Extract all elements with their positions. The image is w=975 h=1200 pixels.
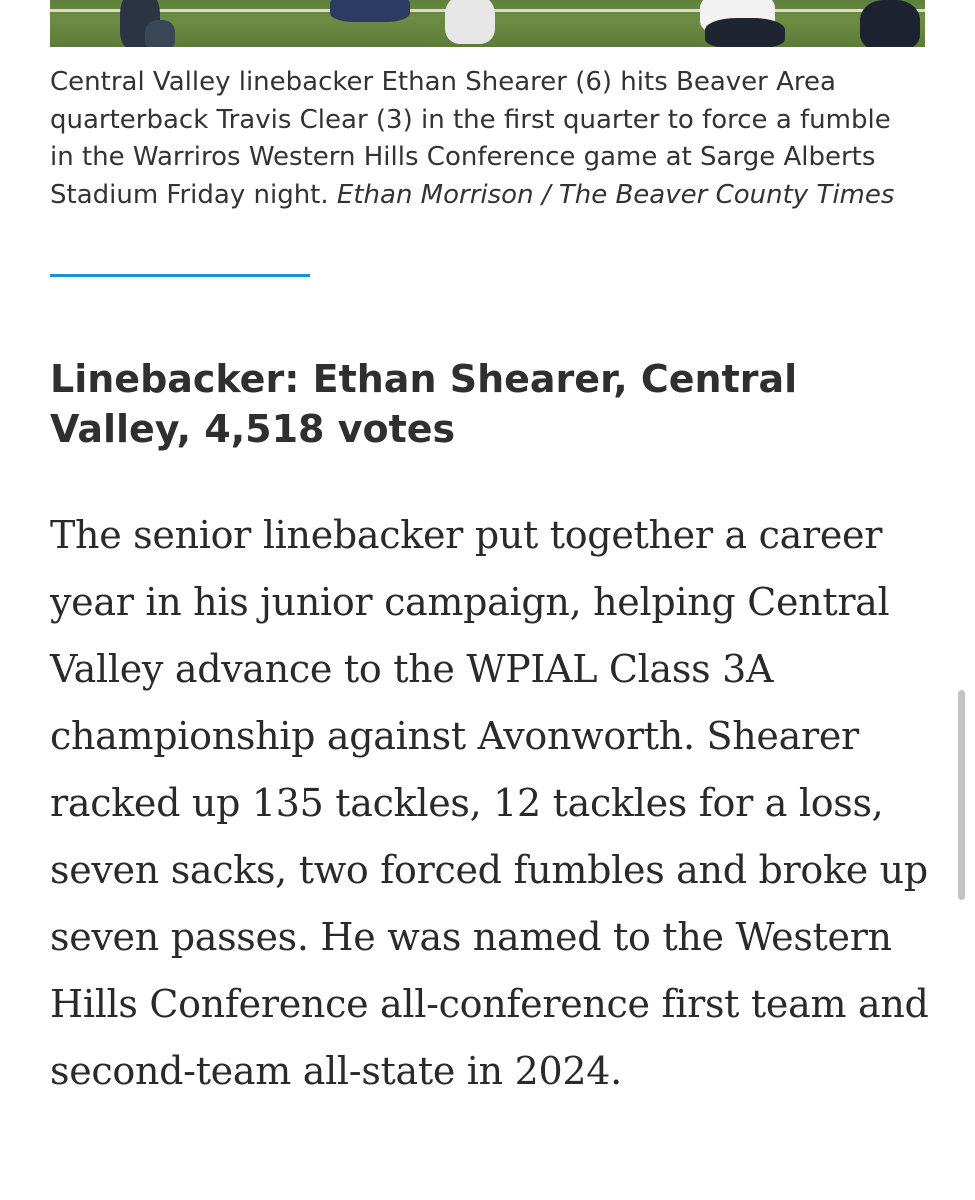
- section-headline: Linebacker: Ethan Shearer, Central Valley, 4,518 votes: [50, 357, 798, 451]
- player-figure: [145, 20, 175, 47]
- scrollbar-thumb[interactable]: [958, 690, 965, 900]
- section-divider: [50, 274, 310, 277]
- article-photo[interactable]: [50, 0, 925, 47]
- article-paragraph: The senior linebacker put together a career year in his junior campaign, helping Central Valley advance to the WPIAL Class 3A championship against Avonworth. Shearer racked up 135 tackles, 12 tackles for a loss, seven sacks, two forced fumbles and broke up seven passes. He was named to the Western Hills Conference all-conference first team and second-team all-state in 2024.: [50, 513, 929, 1093]
- player-figure: [860, 0, 920, 47]
- player-figure: [330, 0, 410, 22]
- photo-caption: [50, 64, 910, 214]
- caption-text: Central Valley linebacker Ethan Shearer (6) hits Beaver Area quarterback Travis Clear (3) in the first quarter to force a fumble in the Warriros Western Hills Conference game at Sarge Alberts Stadium Friday night.: [50, 67, 891, 210]
- player-figure: [445, 0, 495, 44]
- photo-credit: Ethan Morrison / The Beaver County Times: [336, 179, 895, 210]
- player-figure: [705, 18, 785, 47]
